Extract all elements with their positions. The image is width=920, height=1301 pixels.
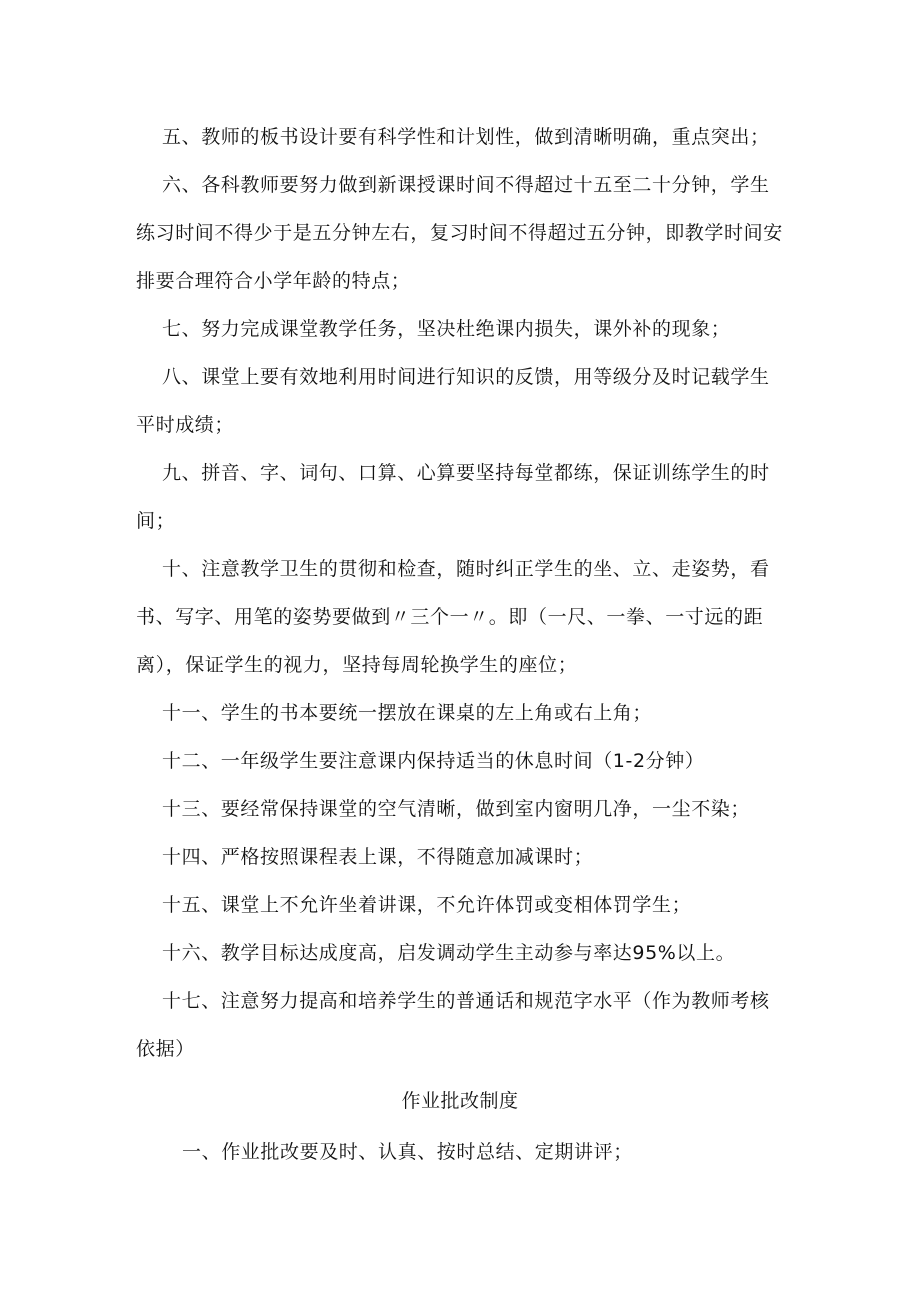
section-title: 作业批改制度 [401,1090,519,1112]
paragraph-7: 七、努力完成课堂教学任务，坚决杜绝课内损失，课外补的现象； [162,318,731,340]
paragraph-15: 十五、课堂上不允许坐着讲课，不允许体罚或变相体罚学生； [162,894,692,916]
paragraph-11: 十一、学生的书本要统一摆放在课桌的左上角或右上角； [162,702,653,724]
paragraph-6: 六、各科教师要努力做到新课授课时间不得超过十五至二十分钟，学生练习时间不得少于是五分钟左右，复习时间不得超过五分钟，即教学时间安排要合理符合小学年龄的特点； [136,174,783,292]
paragraph-16: 十六、教学目标达成度高，启发调动学生主动参与率达95%以上。 [162,942,736,964]
section-paragraph-1: 一、作业批改要及时、认真、按时总结、定期讲评； [182,1141,633,1163]
paragraph-5: 五、教师的板书设计要有科学性和计划性，做到清晰明确，重点突出； [162,126,770,148]
paragraph-12: 十二、一年级学生要注意课内保持适当的休息时间（1-2分钟） [162,750,705,772]
paragraph-13: 十三、要经常保持课堂的空气清晰，做到室内窗明几净，一尘不染； [162,798,751,820]
paragraph-8: 八、课堂上要有效地利用时间进行知识的反馈，用等级分及时记载学生平时成绩； [136,366,770,436]
paragraph-14: 十四、严格按照课程表上课，不得随意加减课时； [162,846,594,868]
paragraph-9: 九、拼音、字、词句、口算、心算要坚持每堂都练，保证训练学生的时间； [136,462,770,532]
paragraph-10: 十、注意教学卫生的贯彻和检查，随时纠正学生的坐、立、走姿势，看书、写字、用笔的姿势要做到〃三个一〃。即（一尺、一拳、一寸远的距离），保证学生的视力，坚持每周轮换学生的座位； [136,558,770,676]
paragraph-17: 十七、注意努力提高和培养学生的普通话和规范字水平（作为教师考核依据） [136,990,770,1060]
